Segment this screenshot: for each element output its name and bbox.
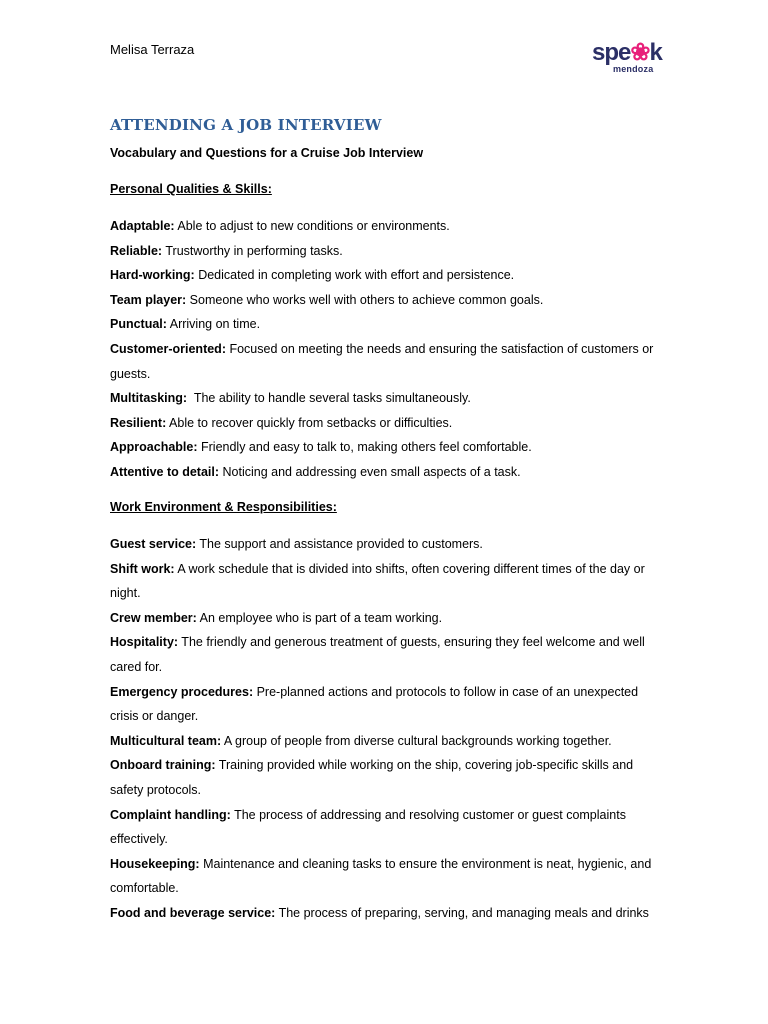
speak-mendoza-logo bbox=[592, 40, 678, 76]
vocab-term: Onboard training: bbox=[110, 758, 216, 773]
vocab-entry bbox=[110, 337, 662, 386]
vocab-term: Approachable: bbox=[110, 440, 198, 455]
vocab-entry bbox=[110, 312, 662, 337]
vocab-term: Hard-working: bbox=[110, 268, 195, 283]
vocab-entry bbox=[110, 214, 662, 239]
vocab-term: Punctual: bbox=[110, 317, 167, 332]
vocab-entry bbox=[110, 557, 662, 606]
vocab-entry bbox=[110, 852, 662, 901]
vocab-term: Hospitality: bbox=[110, 635, 179, 650]
vocab-entry bbox=[110, 288, 662, 313]
vocab-definition: Friendly and easy to talk to, making others feel comfortable. bbox=[197, 440, 532, 455]
document-title: ATTENDING A JOB INTERVIEW bbox=[110, 116, 382, 134]
document-subtitle: Vocabulary and Questions for a Cruise Job Interview bbox=[110, 146, 424, 160]
vocab-entry bbox=[110, 680, 662, 729]
vocab-definition: A work schedule that is divided into shifts, often covering different times of the day or night. bbox=[110, 561, 645, 601]
vocab-definition: Able to recover quickly from setbacks or difficulties. bbox=[166, 415, 453, 430]
vocab-definition: Someone who works well with others to achieve common goals. bbox=[186, 292, 544, 307]
vocab-entry bbox=[110, 386, 662, 411]
vocab-entry bbox=[110, 729, 662, 754]
vocab-term: Resilient: bbox=[110, 415, 167, 430]
vocab-term: Crew member: bbox=[110, 610, 197, 625]
vocab-definition: The process of preparing, serving, and managing meals and drinks bbox=[275, 905, 649, 920]
personal-qualities-list bbox=[110, 214, 662, 485]
vocab-term: Guest service: bbox=[110, 537, 197, 551]
vocab-definition: Arriving on time. bbox=[166, 317, 261, 332]
vocab-term: Shift work: bbox=[110, 561, 175, 576]
logo-word-end: k bbox=[649, 39, 662, 66]
vocab-term: Attentive to detail: bbox=[110, 464, 220, 479]
vocab-entry bbox=[110, 460, 662, 485]
logo-word-start: spe bbox=[592, 39, 631, 66]
vocab-term: Complaint handling: bbox=[110, 807, 231, 822]
vocab-definition: Maintenance and cleaning tasks to ensure the environment is neat, hygienic, and comfortable. bbox=[110, 856, 652, 896]
vocab-entry bbox=[110, 803, 662, 852]
vocab-definition: The friendly and generous treatment of guests, ensuring they feel welcome and well cared for. bbox=[110, 635, 645, 674]
vocab-entry bbox=[110, 753, 662, 802]
author-name: Melisa Terraza bbox=[110, 42, 195, 57]
work-environment-list bbox=[110, 532, 662, 926]
vocab-definition: The support and assistance provided to customers. bbox=[196, 537, 483, 551]
vocab-entry bbox=[110, 263, 662, 288]
logo-accent-icon: ❀ bbox=[630, 39, 650, 66]
vocab-definition: Able to adjust to new conditions or environments. bbox=[174, 219, 450, 233]
vocab-entry bbox=[110, 532, 662, 557]
vocab-entry bbox=[110, 239, 662, 264]
vocab-definition: Focused on meeting the needs and ensuring the satisfaction of customers or guests. bbox=[110, 341, 654, 381]
vocab-term: Adaptable: bbox=[110, 219, 175, 233]
vocab-definition: The process of addressing and resolving customer or guest complaints effectively. bbox=[110, 807, 626, 847]
vocab-definition: A group of people from diverse cultural backgrounds working together. bbox=[221, 733, 612, 748]
section-heading-personal-qualities: Personal Qualities & Skills: bbox=[110, 182, 272, 196]
vocab-term: Customer-oriented: bbox=[110, 341, 226, 356]
vocab-definition: Pre-planned actions and protocols to follow in case of an unexpected crisis or danger. bbox=[110, 684, 639, 724]
vocab-term: Reliable: bbox=[110, 243, 163, 258]
vocab-entry bbox=[110, 435, 662, 460]
vocab-term: Food and beverage service: bbox=[110, 905, 276, 920]
vocab-definition: An employee who is part of a team working. bbox=[196, 610, 443, 625]
section-heading-work-environment: Work Environment & Responsibilities: bbox=[110, 500, 337, 514]
vocab-term: Multicultural team: bbox=[110, 733, 222, 748]
vocab-definition: Noticing and addressing even small aspects of a task. bbox=[219, 464, 521, 479]
vocab-entry bbox=[110, 411, 662, 436]
logo-wordmark bbox=[592, 40, 662, 66]
vocab-term: Team player: bbox=[110, 292, 187, 307]
vocab-term: Multitasking: bbox=[110, 391, 188, 406]
vocab-definition: Dedicated in completing work with effort and persistence. bbox=[194, 268, 515, 283]
vocab-entry bbox=[110, 606, 662, 631]
vocab-term: Emergency procedures: bbox=[110, 684, 254, 699]
vocab-term: Housekeeping: bbox=[110, 856, 200, 871]
vocab-definition: The ability to handle several tasks simultaneously. bbox=[187, 391, 471, 406]
logo-subtitle: mendoza bbox=[613, 64, 654, 74]
vocab-entry bbox=[110, 901, 662, 926]
vocab-definition: Training provided while working on the ship, covering job-specific skills and safety protocols. bbox=[110, 758, 634, 797]
vocab-definition: Trustworthy in performing tasks. bbox=[162, 243, 343, 258]
vocab-entry bbox=[110, 630, 662, 679]
